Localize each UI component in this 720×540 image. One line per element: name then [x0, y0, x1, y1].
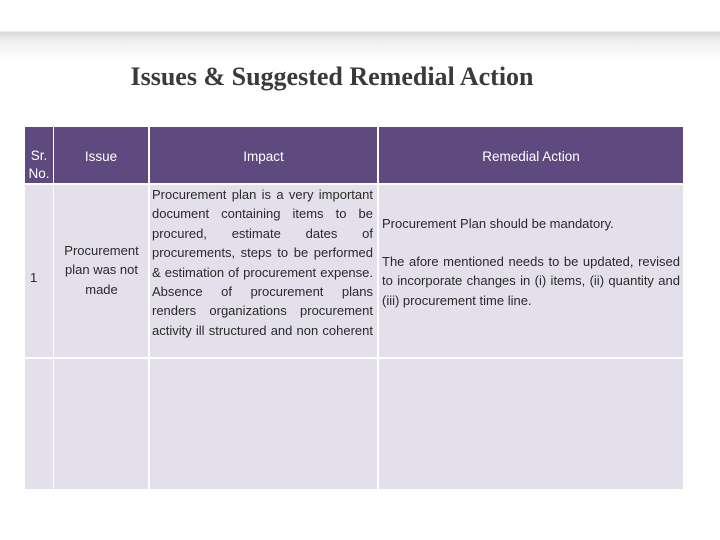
- header-impact: [150, 127, 377, 183]
- row-1-impact-text: Procurement plan is a very important document containing items to be procured, estimate dates of procurements, steps to be performed & estimation of procurement expense. Absence of procurement plans renders organizations procurement activity ill structured and non coherent: [152, 187, 373, 338]
- row-1-sr-no-value: 1: [30, 269, 38, 285]
- header-remedial-action: [379, 127, 683, 183]
- row-1-sr-no: [25, 185, 53, 357]
- page-title: Issues & Suggested Remedial Action: [130, 62, 534, 91]
- row-1-impact: [150, 185, 377, 357]
- header-issue-label: Issue: [84, 149, 118, 164]
- row-1-remedial-line-1: Procurement Plan should be mandatory.: [382, 216, 614, 231]
- header-sr-no-label: Sr. No.: [28, 148, 50, 181]
- header-sr-no: [25, 127, 53, 183]
- row-2-issue: [54, 359, 148, 489]
- header-remedial-action-label: Remedial Action: [482, 149, 580, 164]
- row-1-remedial-action: [379, 185, 683, 357]
- row-2-remedial-action: [379, 359, 683, 489]
- row-1-remedial-line-2: The afore mentioned needs to be updated, revised to incorporate changes in (i) items, (ii) quantity and (iii) procurement time line.: [382, 253, 680, 308]
- row-1-issue: [54, 185, 148, 357]
- row-2-sr-no: [25, 359, 53, 489]
- header-issue: [54, 127, 148, 183]
- row-2-impact: [150, 359, 377, 489]
- row-1-issue-text: Procurement plan was not made: [64, 243, 139, 297]
- top-band: [0, 0, 720, 62]
- remedial-action-table: [24, 126, 684, 490]
- header-impact-label: Impact: [243, 149, 284, 164]
